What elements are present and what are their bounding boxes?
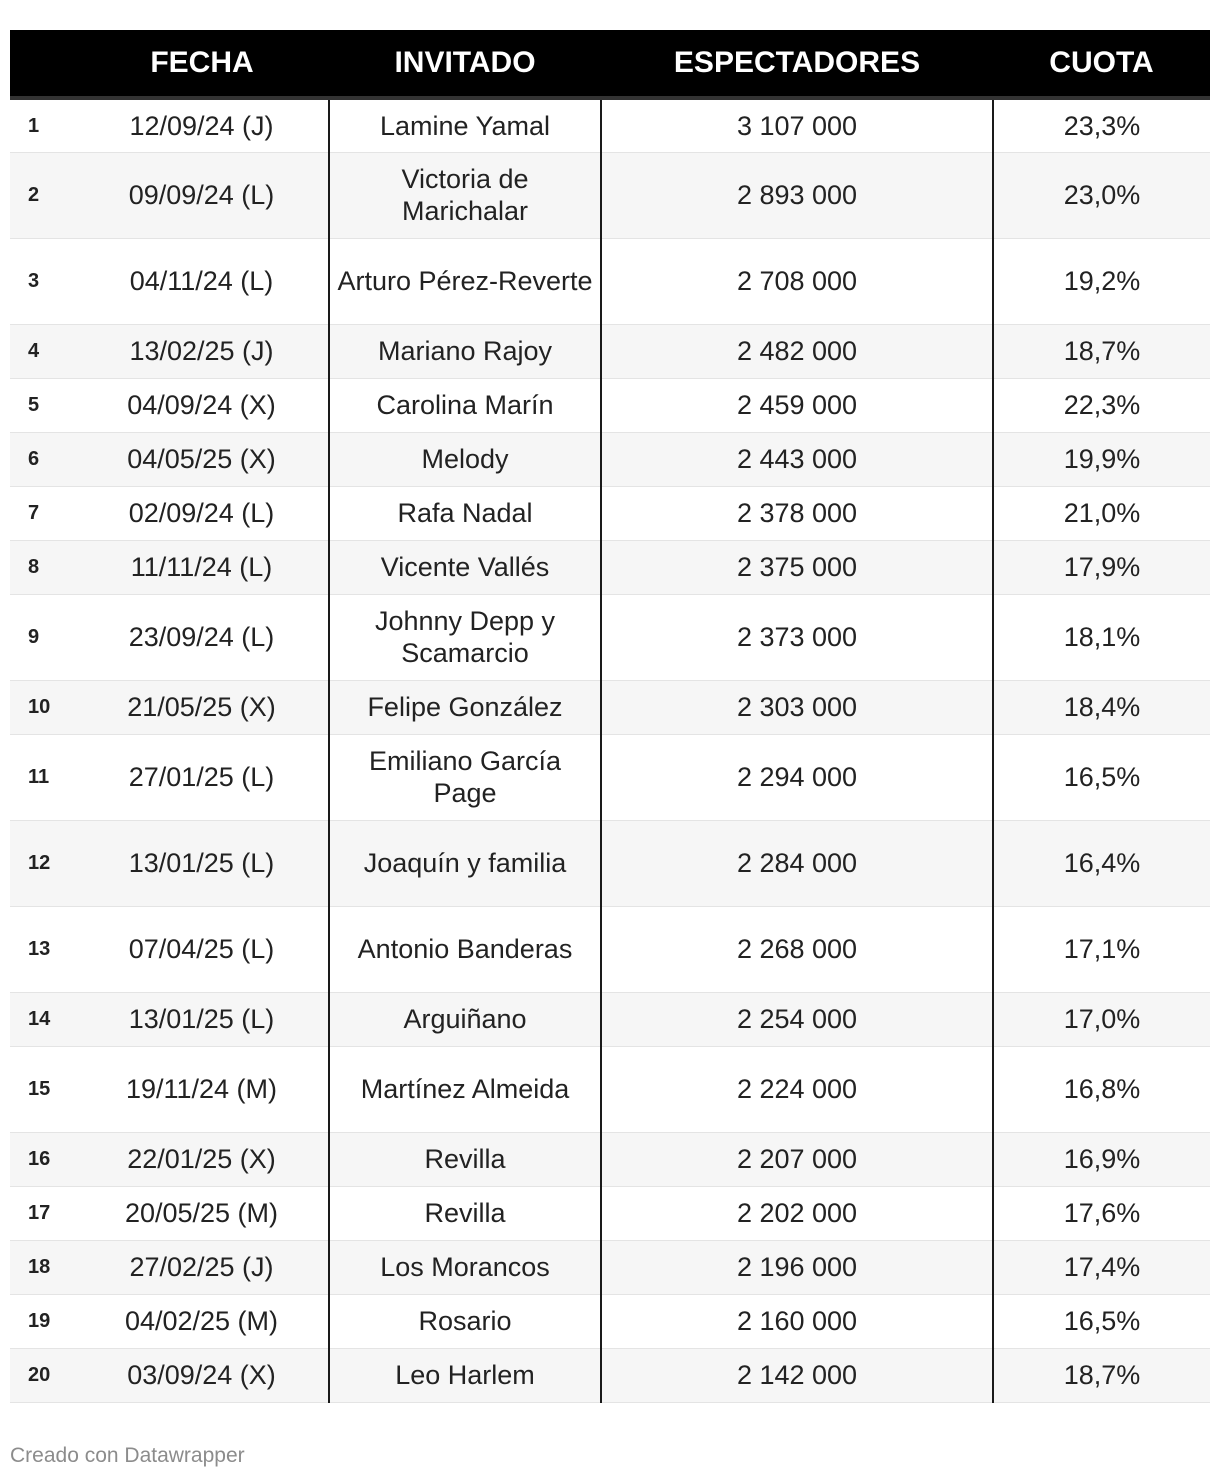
cell-viewers: 2 268 000 [601,906,993,992]
header-guest: INVITADO [329,30,601,98]
cell-date: 13/01/25 (L) [75,820,329,906]
cell-viewers: 2 224 000 [601,1046,993,1132]
cell-share: 18,1% [993,594,1210,680]
cell-rank: 12 [10,820,75,906]
cell-share: 16,5% [993,734,1210,820]
cell-date: 27/01/25 (L) [75,734,329,820]
table-row [10,1186,1210,1240]
cell-date: 11/11/24 (L) [75,540,329,594]
cell-date: 07/04/25 (L) [75,906,329,992]
table-row [10,734,1210,820]
table-row [10,324,1210,378]
footer-credit: Creado con Datawrapper [10,1444,245,1467]
cell-viewers: 2 482 000 [601,324,993,378]
cell-date: 22/01/25 (X) [75,1132,329,1186]
cell-guest: Victoria de Marichalar [329,152,601,238]
cell-guest: Emiliano García Page [329,734,601,820]
cell-share: 18,7% [993,324,1210,378]
cell-share: 21,0% [993,486,1210,540]
cell-guest: Antonio Banderas [329,906,601,992]
header-viewers: ESPECTADORES [601,30,993,98]
cell-guest: Melody [329,432,601,486]
ratings-table-container [10,30,1210,1403]
cell-guest: Lamine Yamal [329,98,601,152]
table-row [10,1240,1210,1294]
cell-guest: Revilla [329,1132,601,1186]
cell-viewers: 2 196 000 [601,1240,993,1294]
cell-viewers: 2 294 000 [601,734,993,820]
cell-share: 18,7% [993,1348,1210,1402]
cell-rank: 19 [10,1294,75,1348]
cell-rank: 18 [10,1240,75,1294]
table-row [10,1132,1210,1186]
cell-viewers: 2 893 000 [601,152,993,238]
cell-rank: 1 [10,98,75,152]
cell-viewers: 2 443 000 [601,432,993,486]
table-row [10,594,1210,680]
cell-rank: 7 [10,486,75,540]
cell-date: 23/09/24 (L) [75,594,329,680]
header-share: CUOTA [993,30,1210,98]
table-row [10,432,1210,486]
cell-guest: Los Morancos [329,1240,601,1294]
table-row [10,680,1210,734]
table-row [10,1348,1210,1402]
cell-rank: 17 [10,1186,75,1240]
cell-share: 17,1% [993,906,1210,992]
cell-date: 12/09/24 (J) [75,98,329,152]
table-row [10,486,1210,540]
table-row [10,98,1210,152]
cell-share: 16,4% [993,820,1210,906]
cell-rank: 2 [10,152,75,238]
cell-guest: Vicente Vallés [329,540,601,594]
cell-share: 16,8% [993,1046,1210,1132]
cell-viewers: 2 708 000 [601,238,993,324]
cell-date: 19/11/24 (M) [75,1046,329,1132]
cell-share: 22,3% [993,378,1210,432]
cell-rank: 16 [10,1132,75,1186]
cell-share: 17,0% [993,992,1210,1046]
cell-share: 19,2% [993,238,1210,324]
cell-guest: Rosario [329,1294,601,1348]
cell-share: 19,9% [993,432,1210,486]
cell-rank: 4 [10,324,75,378]
cell-share: 17,9% [993,540,1210,594]
cell-share: 23,3% [993,98,1210,152]
table-row [10,238,1210,324]
cell-guest: Rafa Nadal [329,486,601,540]
header-date: FECHA [75,30,329,98]
cell-share: 17,4% [993,1240,1210,1294]
cell-viewers: 2 459 000 [601,378,993,432]
table-row [10,906,1210,992]
cell-date: 13/02/25 (J) [75,324,329,378]
cell-viewers: 2 373 000 [601,594,993,680]
table-header [10,30,1210,98]
cell-viewers: 2 303 000 [601,680,993,734]
cell-rank: 13 [10,906,75,992]
cell-date: 02/09/24 (L) [75,486,329,540]
cell-share: 16,5% [993,1294,1210,1348]
cell-viewers: 2 378 000 [601,486,993,540]
cell-rank: 9 [10,594,75,680]
cell-viewers: 2 254 000 [601,992,993,1046]
cell-guest: Felipe González [329,680,601,734]
table-row [10,378,1210,432]
cell-viewers: 2 142 000 [601,1348,993,1402]
cell-date: 03/09/24 (X) [75,1348,329,1402]
cell-date: 13/01/25 (L) [75,992,329,1046]
table-body [10,98,1210,1402]
cell-guest: Carolina Marín [329,378,601,432]
cell-date: 27/02/25 (J) [75,1240,329,1294]
cell-guest: Arturo Pérez-Reverte [329,238,601,324]
cell-rank: 11 [10,734,75,820]
cell-rank: 6 [10,432,75,486]
table-row [10,1046,1210,1132]
cell-rank: 8 [10,540,75,594]
cell-date: 04/05/25 (X) [75,432,329,486]
table-row [10,992,1210,1046]
cell-viewers: 3 107 000 [601,98,993,152]
table-row [10,1294,1210,1348]
cell-rank: 20 [10,1348,75,1402]
cell-guest: Leo Harlem [329,1348,601,1402]
cell-date: 09/09/24 (L) [75,152,329,238]
cell-rank: 10 [10,680,75,734]
cell-guest: Revilla [329,1186,601,1240]
cell-date: 04/02/25 (M) [75,1294,329,1348]
cell-guest: Arguiñano [329,992,601,1046]
cell-date: 21/05/25 (X) [75,680,329,734]
table-row [10,540,1210,594]
cell-guest: Mariano Rajoy [329,324,601,378]
cell-rank: 14 [10,992,75,1046]
cell-rank: 3 [10,238,75,324]
cell-date: 04/09/24 (X) [75,378,329,432]
cell-guest: Johnny Depp y Scamarcio [329,594,601,680]
cell-viewers: 2 375 000 [601,540,993,594]
cell-guest: Martínez Almeida [329,1046,601,1132]
table-row [10,820,1210,906]
cell-share: 16,9% [993,1132,1210,1186]
cell-viewers: 2 284 000 [601,820,993,906]
cell-viewers: 2 207 000 [601,1132,993,1186]
ratings-table [10,30,1210,1403]
cell-viewers: 2 202 000 [601,1186,993,1240]
cell-date: 04/11/24 (L) [75,238,329,324]
cell-date: 20/05/25 (M) [75,1186,329,1240]
cell-rank: 15 [10,1046,75,1132]
header-row [10,30,1210,98]
cell-share: 18,4% [993,680,1210,734]
cell-guest: Joaquín y familia [329,820,601,906]
cell-share: 17,6% [993,1186,1210,1240]
table-row [10,152,1210,238]
cell-viewers: 2 160 000 [601,1294,993,1348]
header-rank [10,30,75,98]
cell-share: 23,0% [993,152,1210,238]
cell-rank: 5 [10,378,75,432]
